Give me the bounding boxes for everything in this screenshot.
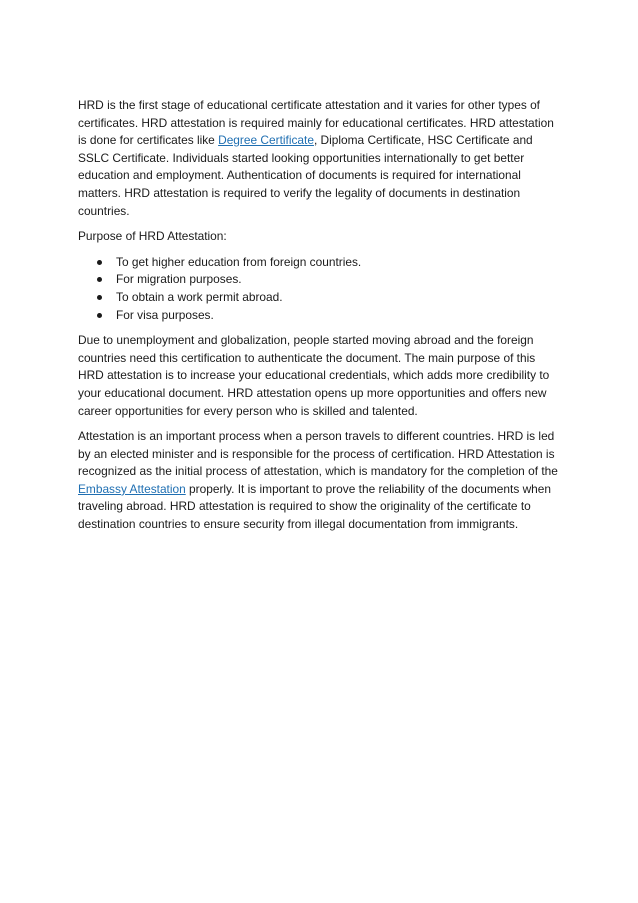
purpose-heading: Purpose of HRD Attestation:: [78, 229, 227, 244]
bullet-icon: [97, 295, 102, 300]
list-item-text: To obtain a work permit abroad.: [116, 289, 283, 304]
list-item-text: To get higher education from foreign countries.: [116, 254, 362, 269]
bullet-icon: [97, 260, 102, 265]
list-item: [78, 307, 564, 325]
attestation-text-start: Attestation is an important process when a person travels to different countries. HRD is led by an elected minister and is responsible for the process of certification. HRD Attestation is recognized as the initial process of attestation, which is mandatory for the completion of the: [78, 429, 558, 479]
attestation-paragraph: [78, 428, 564, 534]
list-item: [78, 289, 564, 307]
document-page: [78, 97, 564, 542]
embassy-attestation-link[interactable]: Embassy Attestation: [78, 481, 186, 496]
intro-text-end: , Diploma Certificate, HSC Certificate and SSLC Certificate. Individuals started looking opportunities internationally to get better education and employment. Authentication of documents is required for international matters. HRD attestation is required to verify the legality of documents in destination countries.: [78, 133, 533, 218]
intro-text-start: HRD is the first stage of educational certificate attestation and it varies for other types of certificates. HRD attestation is required mainly for educational certificates. HRD attestation is done for certificates like: [78, 98, 554, 148]
list-item: [78, 271, 564, 289]
list-item: [78, 254, 564, 272]
intro-paragraph: [78, 97, 564, 220]
list-item-text: For visa purposes.: [116, 307, 214, 322]
attestation-text-end: properly. It is important to prove the reliability of the documents when traveling abroad. HRD attestation is required to show the originality of the certificate to destination countries to ensure security from illegal documentation from immigrants.: [78, 481, 551, 532]
purpose-list: [78, 254, 564, 324]
globalization-paragraph: Due to unemployment and globalization, people started moving abroad and the foreign countries need this certification to authenticate the document. The main purpose of this HRD attestation is to increase your educational credentials, which adds more credibility to your educational document. HRD attestation opens up more opportunities and offers new career opportunities for every person who is skilled and talented.: [78, 333, 550, 418]
bullet-icon: [97, 313, 102, 318]
degree-certificate-link[interactable]: Degree Certificate: [218, 133, 314, 148]
bullet-icon: [97, 277, 102, 282]
list-item-text: For migration purposes.: [116, 272, 242, 287]
